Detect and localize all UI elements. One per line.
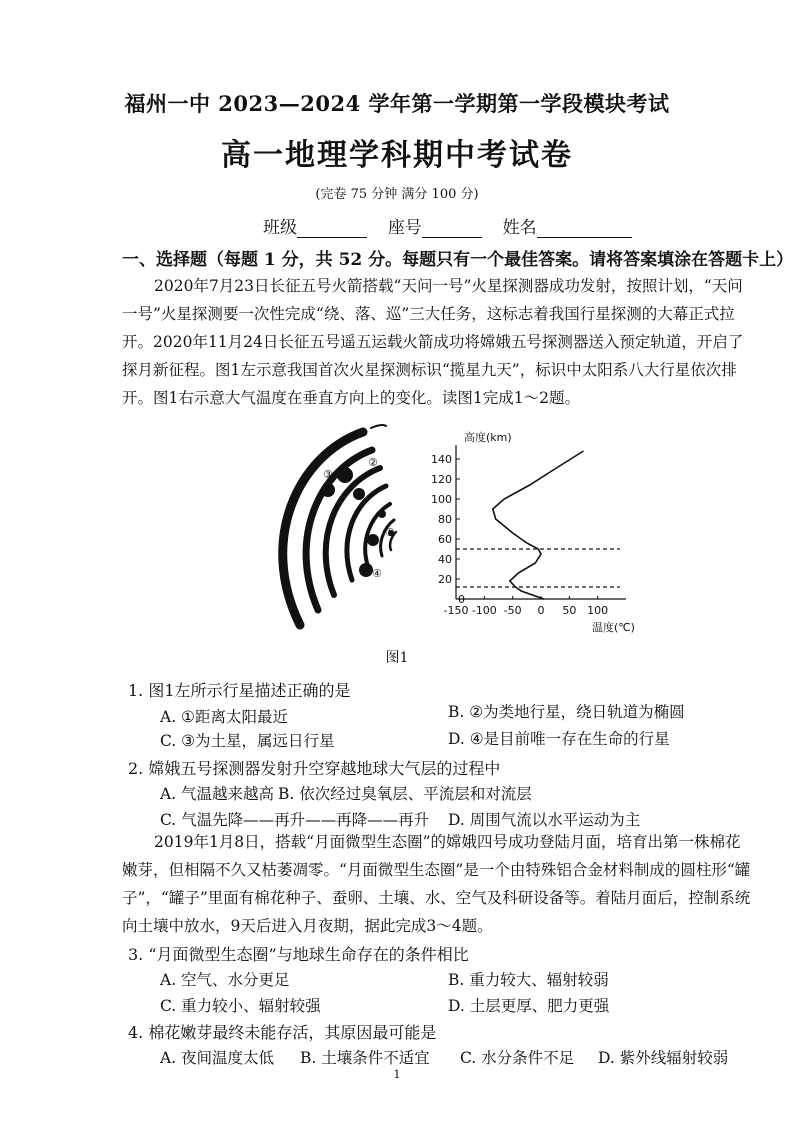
question-3-option-b[interactable]: B. 重力较大、辐射较弱 [448,971,609,989]
chart-y-tick-label: 40 [438,553,452,566]
planet-dot [359,563,373,577]
planet-dot [367,534,379,546]
passage-2: 2019年1月8日，搭载“月面微型生态圈”的嫦娥四号成功登陆月面，培育出第一株棉花嫩芽，但相隔不久又枯萎凋零。“月面微型生态圈”是一个由特殊铝合金材料制成的圆柱形“罐子”，“罐子”里面有棉花种子、蚕卵、土壤、水、空气及科研设备等。着陆月面后，控制系统向土壤中放水，9天后进入月夜期，据此完成3～4题。 [122,833,751,935]
planet-dot [353,488,365,500]
temperature-curve [493,451,584,599]
planet-logo-figure [268,420,428,645]
chart-x-tick-label: 0 [537,604,545,617]
question-3-option-a[interactable]: A. 空气、水分更足 [160,971,290,989]
question-2-option-d[interactable]: D. 周围气流以水平运动为主 [448,811,641,829]
chart-x-label: 温度(℃) [592,621,635,634]
chart-y-tick-label: 100 [431,493,452,506]
question-4-option-d[interactable]: D. 紫外线辐射较弱 [598,1049,729,1067]
planet-marker-4: ④ [372,567,382,580]
question-4-option-b[interactable]: B. 土壤条件不适宜 [300,1049,430,1067]
student-info [263,213,632,238]
question-2-option-a[interactable]: A. 气温越来越高 [160,785,275,803]
seat-field[interactable] [422,219,482,238]
question-1-option-c[interactable]: C. ③为土星，属远日行星 [160,732,335,750]
chart-x-tick-label: 50 [562,604,577,617]
question-4-option-c[interactable]: C. 水分条件不足 [460,1049,575,1067]
chart-y-label: 高度(km) [464,431,512,444]
chart-y-tick-label: 20 [438,573,452,586]
class-field[interactable] [297,219,367,238]
chart-x-tick-label: 100 [587,604,609,617]
chart-y-tick-label: 140 [431,453,452,466]
question-2-stem: 2. 嫦娥五号探测器发射升空穿越地球大气层的过程中 [128,759,501,778]
planet-dot [337,467,353,483]
question-1-option-b[interactable]: B. ②为类地行星，绕日轨道为椭圆 [448,703,685,721]
question-3-option-d[interactable]: D. 土层更厚、肥力更强 [448,997,610,1015]
orbit-arc [371,425,386,428]
class-label: 班级 [263,218,297,238]
chart-x-tick-label: -100 [471,604,497,617]
question-1-stem: 1. 图1左所示行星描述正确的是 [128,681,351,700]
question-4-stem: 4. 棉花嫩芽最终未能存活，其原因最可能是 [128,1023,437,1042]
question-2-option-c[interactable]: C. 气温先降——再升——再降——再升 [160,811,430,829]
page-number: 1 [393,1068,401,1081]
planet-marker-2: ② [368,456,378,469]
question-3-stem: 3. “月面微型生态圈”与地球生命存在的条件相比 [128,945,469,964]
name-label: 姓名 [502,218,537,238]
chart-y-tick-label: 60 [438,533,452,546]
exam-header: 福州一中 2023—2024 学年第一学期第一学段模块考试 [124,91,670,116]
chart-x-tick-label: -150 [443,604,469,617]
planet-dot [321,483,335,497]
chart-y-tick-label: 80 [438,513,452,526]
question-1-option-d[interactable]: D. ④是目前唯一存在生命的行星 [448,730,670,748]
page-title: 高一地理学科期中考试卷 [221,138,573,173]
chart-origin-label: 0 [458,593,465,606]
planet-marker-1: ① [385,526,395,539]
planet-marker-3: ③ [323,468,333,481]
question-1-option-a[interactable]: A. ①距离太阳最近 [160,708,288,726]
temperature-profile-chart [408,425,643,640]
seat-label: 座号 [387,218,422,238]
name-field[interactable] [537,219,632,238]
question-2-option-b[interactable]: B. 依次经过臭氧层、平流层和对流层 [278,785,532,803]
passage-1: 2020年7月23日长征五号火箭搭载“天问一号”火星探测器成功发射，按照计划，“天问一号”火星探测要一次性完成“绕、落、巡”三大任务，这标志着我国行星探测的大幕正式拉开。2020年11月24日长征五号遥五运载火箭成功将嫦娥五号探测器送入预定轨道，开启了探月新征程。图1左示意我国首次火星探测标识“揽星九天”，标识中太阳系八大行星依次排开。图1右示意大气温度在垂直方向上的变化。读图1完成1～2题。 [122,277,744,407]
planet-dot [378,510,386,518]
section-heading: 一、选择题（每题 1 分，共 52 分。每题只有一个最佳答案。请将答案填涂在答题卡上） [122,250,794,270]
chart-x-tick-label: -50 [503,604,522,617]
chart-y-tick-label: 120 [431,473,452,486]
question-3-option-c[interactable]: C. 重力较小、辐射较强 [160,997,321,1015]
figure-caption: 图1 [385,650,409,666]
exam-info: (完卷 75 分钟 满分 100 分) [315,187,479,202]
question-4-option-a[interactable]: A. 夜间温度太低 [160,1049,275,1067]
